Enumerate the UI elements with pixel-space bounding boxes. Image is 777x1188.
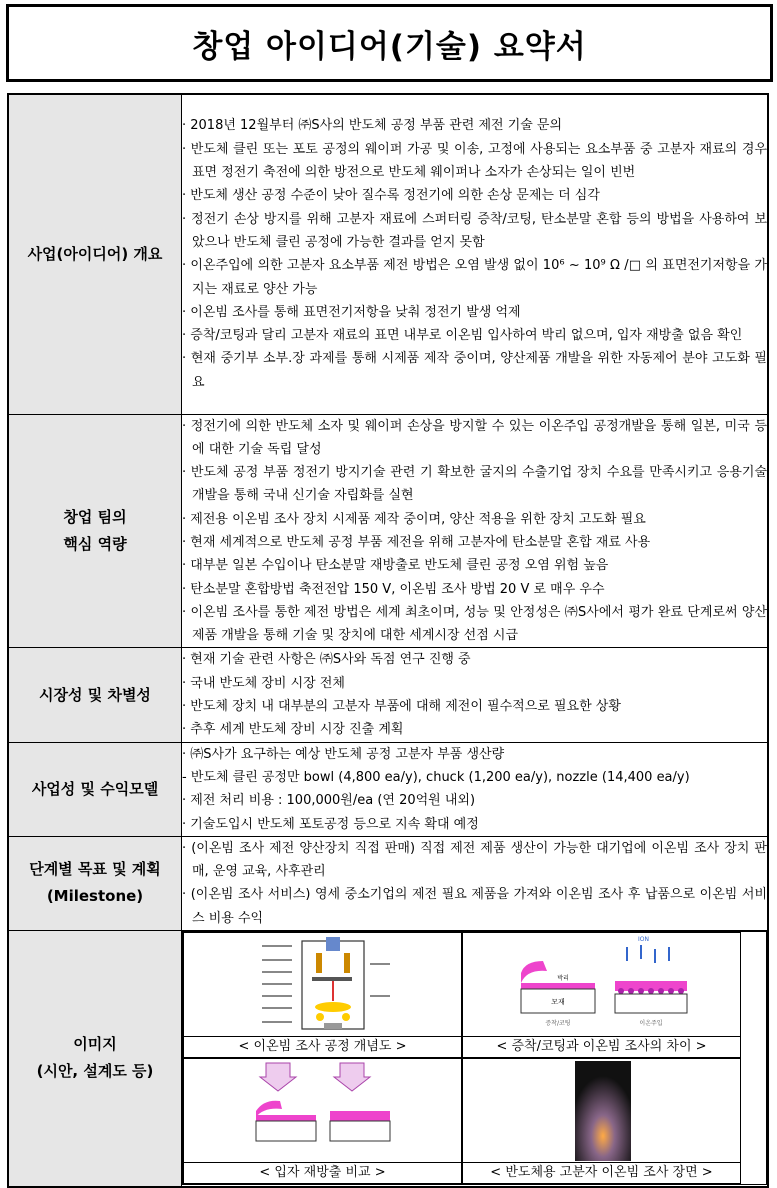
- image-grid: [182, 931, 767, 1185]
- list-item: · 이온주입에 의한 고분자 요소부품 제전 방법은 오염 발생 없이 10⁶ ~ 10⁹ Ω /□ 의 표면전기저항을 가지는 재료로 양산 가능: [182, 254, 767, 301]
- list-item: · 증착/코팅과 달리 고분자 재료의 표면 내부로 이온빔 입사하여 박리 없으며, 입자 재방출 없음 확인: [182, 324, 767, 347]
- ion-beam-photo-image: [463, 1059, 740, 1162]
- list-item: · (이온빔 조사 서비스) 영세 중소기업의 제전 필요 제품을 가져와 이온빔 조사 후 납품으로 이온빔 서비스 비용 수익: [182, 883, 767, 930]
- row-label: [8, 94, 182, 414]
- row-content: [182, 836, 769, 930]
- row-label: [8, 414, 182, 648]
- list-item: · 현재 세계적으로 반도체 공정 부품 제전을 위해 고분자에 탄소분말 혼합 재료 사용: [182, 531, 767, 554]
- list-item: · (이온빔 조사 제전 양산장치 직접 판매) 직접 제전 제품 생산이 가능한 대기업에 이온빔 조사 장치 판매, 운영 교육, 사후관리: [182, 837, 767, 884]
- row-label-line: 창업 팀의: [63, 507, 127, 526]
- label-implant: 이온주입: [639, 1020, 663, 1028]
- summary-table: [7, 93, 769, 1188]
- list-item: · 국내 반도체 장비 시장 전체: [182, 672, 767, 695]
- list-item: · 반도체 공정 부품 정전기 방지기술 관련 기 확보한 굴지의 수출기업 장치 수요를 만족시키고 응용기술 개발을 통해 국내 신기술 자립화를 실현: [182, 461, 767, 508]
- list-item: · 현재 기술 관련 사항은 ㈜S사와 독점 연구 진행 중: [182, 648, 767, 671]
- list-item: · 반도체 생산 공정 수준이 낮아 질수록 정전기에 의한 손상 문제는 더 심각: [182, 184, 767, 207]
- row-label: [8, 648, 182, 742]
- figure-caption: < 반도체용 고분자 이온빔 조사 장면 >: [463, 1162, 740, 1183]
- row-label-line: 시장성 및 차별성: [39, 685, 151, 704]
- figure-coating-vs-ion: [462, 932, 741, 1058]
- list-item: · 제전용 이온빔 조사 장치 시제품 제작 중이며, 양산 적용을 위한 장치 고도화 필요: [182, 508, 767, 531]
- list-item: · 정전기 손상 방지를 위해 고분자 재료에 스퍼터링 증착/코팅, 탄소분말 혼합 등의 방법을 사용하여 보았으나 반도체 클린 공정에 가능한 결과를 얻지 못함: [182, 208, 767, 255]
- table-row: [8, 931, 768, 1187]
- table-row: [8, 94, 768, 414]
- label-ion: ION: [638, 936, 649, 944]
- list-item: · 제전 처리 비용 : 100,000원/ea (연 20억원 내외): [182, 789, 767, 812]
- figure-caption: < 이온빔 조사 공정 개념도 >: [184, 1036, 461, 1057]
- row-content: [182, 94, 769, 414]
- list-item: · 탄소분말 혼합방법 축전전압 150 V, 이온빔 조사 방법 20 V 로 매우 우수: [182, 578, 767, 601]
- list-item: · 정전기에 의한 반도체 소자 및 웨이퍼 손상을 방지할 수 있는 이온주입 공정개발을 통해 일본, 미국 등에 대한 기술 독립 달성: [182, 415, 767, 462]
- table-row: [8, 742, 768, 836]
- table-row: [8, 648, 768, 742]
- page-title: 창업 아이디어(기술) 요약서: [192, 28, 587, 65]
- list-item: · 이온빔 조사를 통한 제전 방법은 세계 최초이며, 성능 및 안정성은 ㈜S사에서 평가 완료 단계로써 양산제품 개발을 통해 기술 및 장치에 대한 세계시장 선점 시급: [182, 601, 767, 648]
- row-label-line: 핵심 역량: [63, 534, 127, 553]
- row-label: [8, 931, 182, 1187]
- row-label: [8, 742, 182, 836]
- row-label-line: 사업(아이디어) 개요: [27, 244, 163, 263]
- row-content: [182, 648, 769, 742]
- label-peel: 박리: [557, 975, 569, 983]
- label-substrate: 모재: [551, 998, 565, 1007]
- figure-ion-beam-concept: [183, 932, 462, 1058]
- figure-ion-beam-scene: [462, 1058, 741, 1184]
- label-coating: 증착/코팅: [545, 1020, 571, 1028]
- list-item: · 2018년 12월부터 ㈜S사의 반도체 공정 부품 관련 제전 기술 문의: [182, 114, 767, 137]
- figure-caption: < 입자 재방출 비교 >: [184, 1162, 461, 1183]
- row-label-line: 이미지: [73, 1035, 117, 1054]
- list-item: · ㈜S사가 요구하는 예상 반도체 공정 고분자 부품 생산량: [182, 743, 767, 766]
- list-item: · 추후 세계 반도체 장비 시장 진출 계획: [182, 718, 767, 741]
- row-label: [8, 836, 182, 930]
- list-item: · 반도체 장치 내 대부분의 고분자 부품에 대해 제전이 필수적으로 필요한 상황: [182, 695, 767, 718]
- ion-beam-diagram-image: [184, 933, 461, 1036]
- particle-reemission-image: [184, 1059, 461, 1162]
- list-item: · 반도체 클린 또는 포토 공정의 웨이퍼 가공 및 이송, 고정에 사용되는 요소부품 중 고분자 재료의 경우 표면 정전기 축전에 의한 방전으로 반도체 웨이퍼나 소자가 손상되는 일이 빈번: [182, 138, 767, 185]
- row-label-line: 단계별 목표 및 계획: [29, 860, 161, 879]
- list-item: · 이온빔 조사를 통해 표면전기저항을 낮춰 정전기 발생 억제: [182, 301, 767, 324]
- row-content: [182, 742, 769, 836]
- row-label-line: 사업성 및 수익모델: [31, 779, 159, 798]
- figure-caption: < 증착/코팅과 이온빔 조사의 차이 >: [463, 1036, 740, 1057]
- row-label-line: (시안, 설계도 등): [36, 1062, 154, 1081]
- table-row: [8, 414, 768, 648]
- row-content: [182, 414, 769, 648]
- list-item: · 현재 중기부 소부.장 과제를 통해 시제품 제작 중이며, 양산제품 개발을 위한 자동제어 분야 고도화 필요: [182, 347, 767, 394]
- figure-particle-reemission: [183, 1058, 462, 1184]
- image-cell: [182, 931, 769, 1187]
- table-row: [8, 836, 768, 930]
- list-item: · 기술도입시 반도체 포토공정 등으로 지속 확대 예정: [182, 813, 767, 836]
- list-item: - 반도체 클린 공정만 bowl (4,800 ea/y), chuck (1,200 ea/y), nozzle (14,400 ea/y): [182, 769, 690, 785]
- coating-vs-ion-image: [463, 933, 740, 1036]
- list-item: · 대부분 일본 수입이나 탄소분말 재방출로 반도체 클린 공정 오염 위험 높음: [182, 554, 767, 577]
- title-box: [6, 4, 773, 82]
- row-label-line: (Milestone): [46, 887, 144, 906]
